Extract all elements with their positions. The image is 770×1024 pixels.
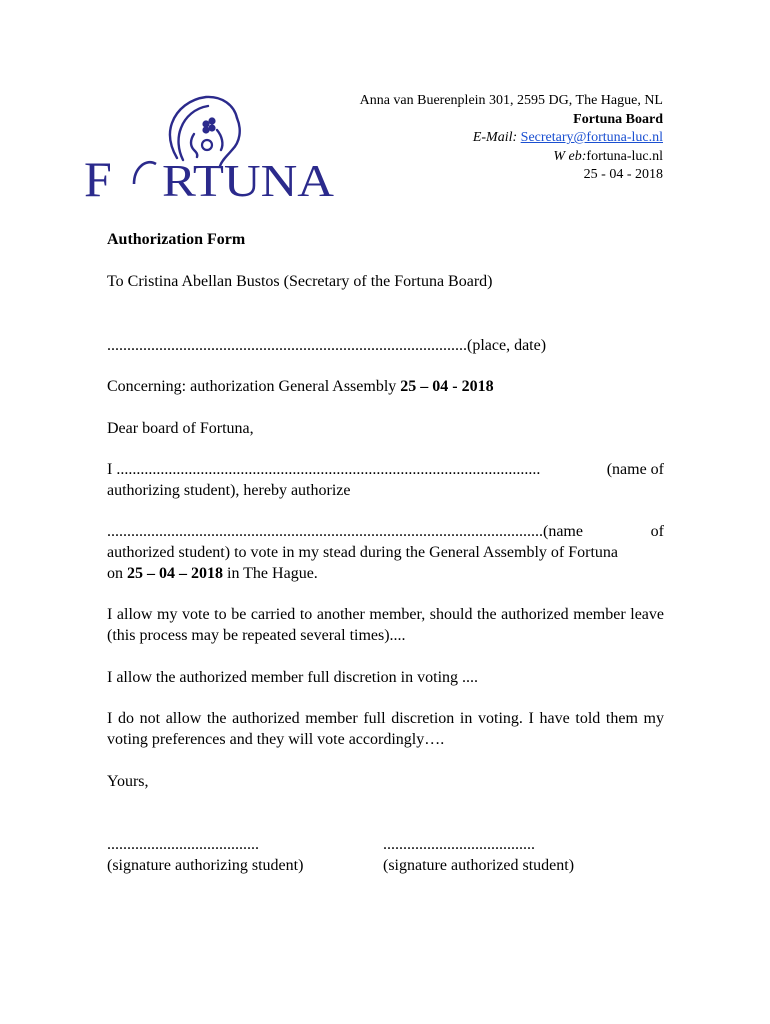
recipient-line: To Cristina Abellan Bustos (Secretary of the Fortuna Board) <box>107 273 493 290</box>
authorized-dots: .............................................................................................................(name <box>107 523 583 540</box>
option-no-discretion: I do not allow the authorized member full discretion in voting. I have told them my voting preferences and they will vote accordingly…. <box>107 710 664 748</box>
form-title: Authorization Form <box>107 231 246 248</box>
signature-authorized <box>383 834 574 876</box>
concerning-text: Concerning: authorization General Assembly <box>107 378 401 395</box>
authorized-date: 25 – 04 – 2018 <box>127 565 223 582</box>
face-line <box>191 134 197 157</box>
email-link[interactable]: Secretary@fortuna-luc.nl <box>520 130 663 145</box>
profile-inner <box>179 106 208 160</box>
web-label: W eb: <box>553 148 587 164</box>
concerning-date: 25 – 04 - 2018 <box>400 378 494 395</box>
authorized-place: in The Hague. <box>223 565 318 582</box>
authorized-line-2: authorized student) to vote in my stead during the General Assembly of Fortuna <box>107 544 618 561</box>
signature-authorized-label: (signature authorized student) <box>383 857 575 874</box>
closing: Yours, <box>107 773 149 790</box>
logo-wordmark: F <box>84 151 112 202</box>
logo-o-arc <box>134 162 156 184</box>
authorizing-dots: I .......................................................................................................... <box>107 461 541 478</box>
authorized-line-3 <box>107 563 664 584</box>
email-line <box>360 129 663 148</box>
authorized-label: of <box>650 523 664 540</box>
letterhead <box>360 92 663 185</box>
fortuna-logo <box>82 90 337 202</box>
authorized-on: on <box>107 565 127 582</box>
ring-mark <box>202 140 212 150</box>
address: Anna van Buerenplein 301, 2595 DG, The Hague, NL <box>359 93 663 108</box>
option-carry-vote: I allow my vote to be carried to another member, should the authorized member leave (this process may be repeated several times).... <box>107 606 664 644</box>
salutation: Dear board of Fortuna, <box>107 420 254 437</box>
web-line <box>360 148 663 167</box>
authorizing-paragraph <box>107 459 664 501</box>
logo-wordmark-rest: RTUNA <box>162 155 334 202</box>
header-date: 25 - 04 - 2018 <box>583 167 663 182</box>
signature-authorizing-line: ...................................... <box>107 836 259 853</box>
place-date-line: ..........................................................................................(place, date) <box>107 337 547 354</box>
web-value: fortuna-luc.nl <box>586 148 663 164</box>
clover-icon <box>202 117 215 133</box>
authorizing-label: (name of <box>606 461 664 478</box>
authorized-paragraph <box>107 521 664 584</box>
email-label: E-Mail: <box>472 130 521 145</box>
signature-authorizing <box>107 834 303 876</box>
signature-authorizing-label: (signature authorizing student) <box>107 857 304 874</box>
board-name: Fortuna Board <box>573 111 663 127</box>
concerning-line <box>107 376 664 397</box>
signature-authorized-line: ...................................... <box>383 836 535 853</box>
authorizing-line-2: authorizing student), hereby authorize <box>107 482 351 499</box>
option-full-discretion: I allow the authorized member full discretion in voting .... <box>107 669 479 686</box>
hair-curl <box>217 130 222 150</box>
